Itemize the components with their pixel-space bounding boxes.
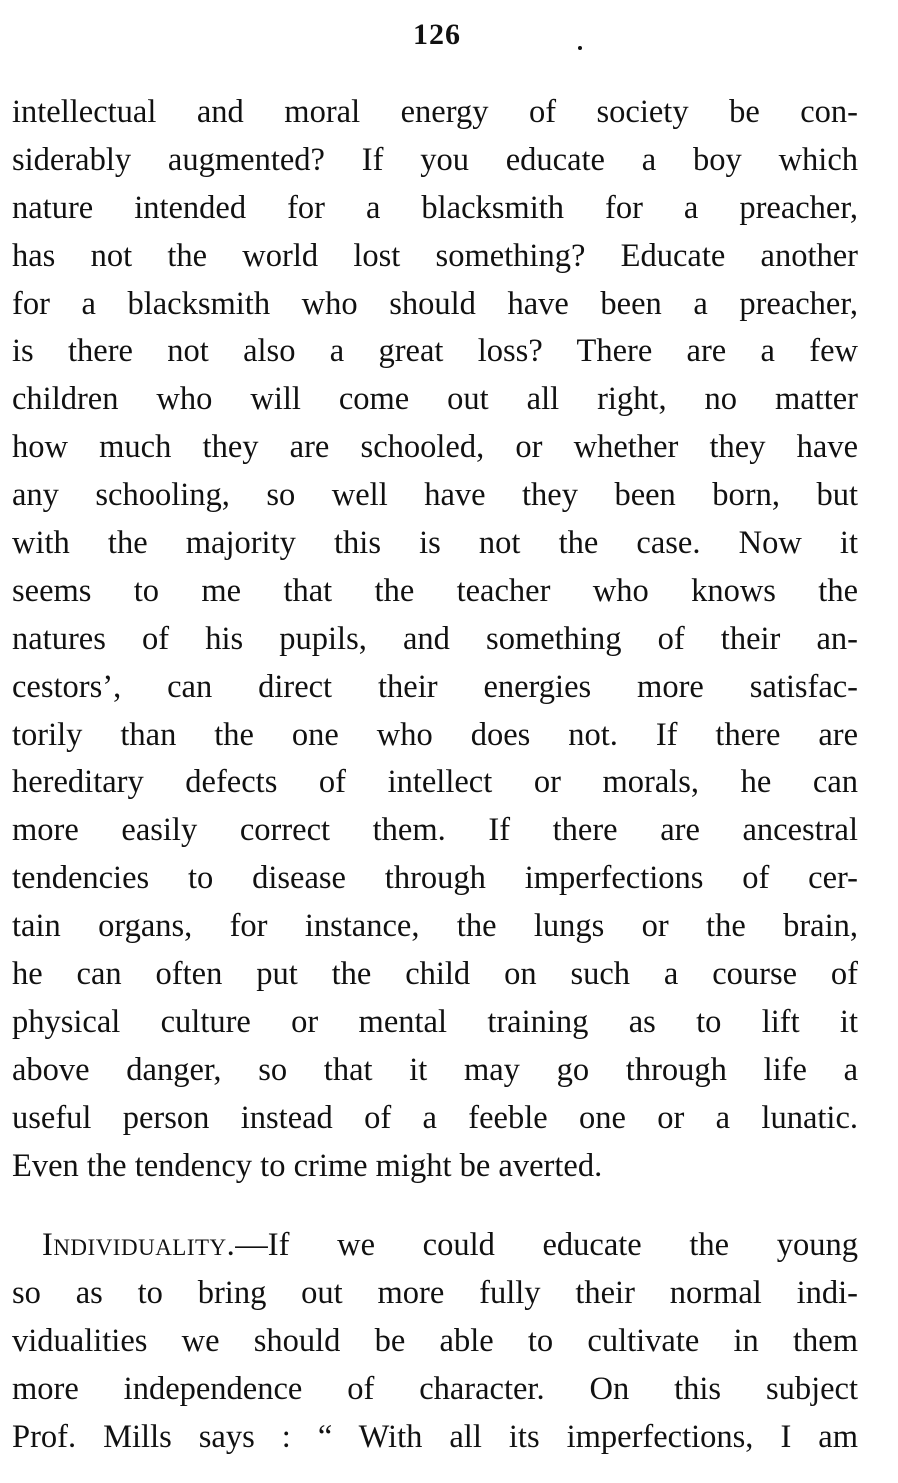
- page-number: 126: [413, 18, 461, 51]
- text-line: natures of his pupils, and something of their an-: [12, 620, 858, 657]
- text-line: nature intended for a blacksmith for a preacher,: [12, 189, 858, 226]
- text-line: torily than the one who does not. If there are: [12, 716, 858, 753]
- text-line: [12, 1222, 858, 1270]
- text-line: physical culture or mental training as to lift it: [12, 1003, 858, 1040]
- text-line: with the majority this is not the case. Now it: [12, 525, 858, 562]
- section-heading: Individuality.: [42, 1227, 236, 1263]
- text-line: how much they are schooled, or whether they have: [12, 429, 858, 466]
- text-line: has not the world lost something? Educate another: [12, 237, 858, 274]
- text-line: vidualities we should be able to cultivate in them: [12, 1322, 858, 1359]
- text-line: so as to bring out more fully their normal indi-: [12, 1274, 858, 1311]
- text-line: he can often put the child on such a course of: [12, 956, 858, 993]
- text-line: Prof. Mills says : “ With all its imperfections, I am: [12, 1418, 858, 1455]
- text-line: intellectual and moral energy of society be con-: [12, 94, 858, 130]
- text-line: seems to me that the teacher who knows the: [12, 572, 858, 609]
- text-line: tain organs, for instance, the lungs or the brain,: [12, 908, 858, 945]
- text-line: useful person instead of a feeble one or a lunatic.: [12, 1099, 858, 1136]
- text-line: any schooling, so well have they been born, but: [12, 477, 858, 514]
- text-line: more independence of character. On this subject: [12, 1370, 858, 1407]
- heading-continuation: —If we could educate the young: [235, 1227, 858, 1263]
- text-line: above danger, so that it may go through life a: [12, 1051, 858, 1088]
- text-line: children who will come out all right, no matter: [12, 381, 858, 418]
- text-line: Even the tendency to crime might be averted.: [12, 1147, 603, 1184]
- text-line: cestors’, can direct their energies more satisfac-: [12, 668, 858, 705]
- text-line: siderably augmented? If you educate a boy which: [12, 141, 858, 178]
- text-line: tendencies to disease through imperfections of cer-: [12, 860, 858, 897]
- paragraph-1: [12, 89, 858, 1190]
- text-line: is there not also a great loss? There are a few: [12, 333, 858, 370]
- print-speck: [578, 46, 582, 50]
- text-line: hereditary defects of intellect or morals, he can: [12, 764, 858, 801]
- paragraph-2: [12, 1222, 858, 1461]
- text-line: more easily correct them. If there are ancestral: [12, 812, 858, 849]
- text-line: for a blacksmith who should have been a preacher,: [12, 285, 858, 322]
